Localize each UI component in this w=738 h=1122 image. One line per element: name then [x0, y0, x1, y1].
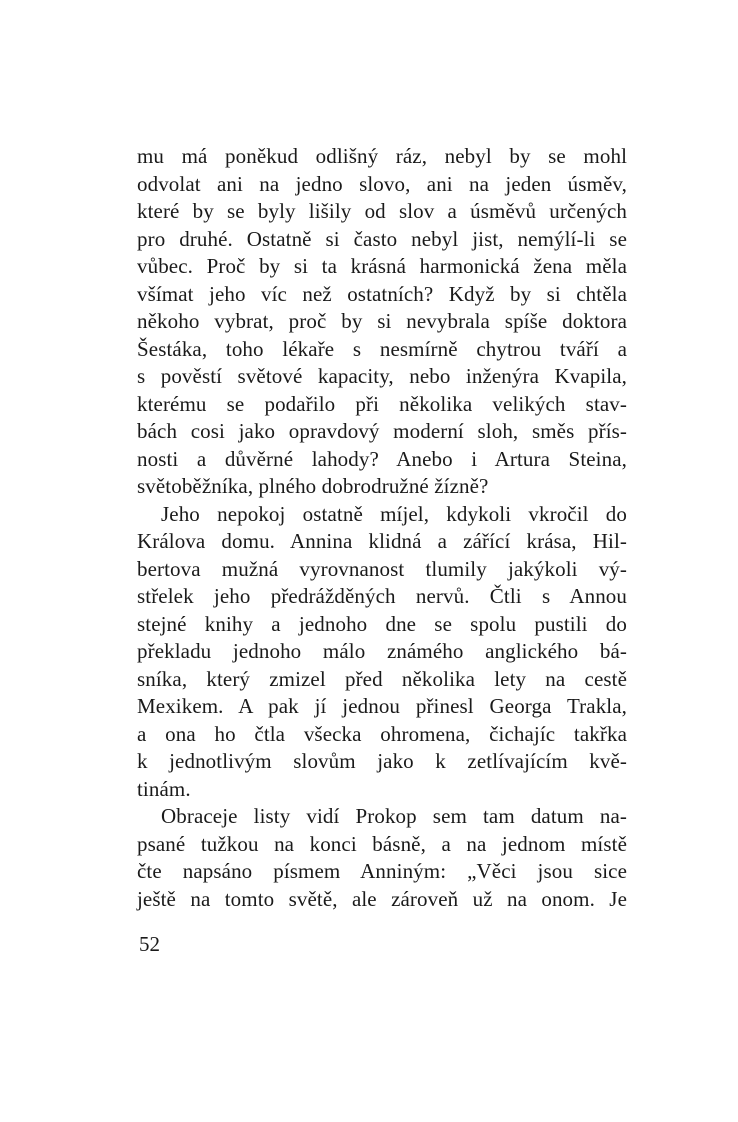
paragraph	[137, 143, 627, 501]
text-line: tinám.	[137, 776, 191, 801]
text-line: Mexikem. A pak jí jednou přinesl Georga Trakla,	[137, 694, 627, 718]
text-line: Obraceje listy vidí Prokop sem tam datum na-	[161, 804, 627, 828]
text-line: bách cosi jako opravdový moderní sloh, směs přís-	[137, 419, 627, 443]
text-line: nosti a důvěrné lahody? Anebo i Artura Steina,	[137, 446, 627, 471]
text-line: k jednotlivým slovům jako k zetlívajícím kvě-	[137, 749, 627, 773]
text-line: které by se byly lišily od slov a úsměvů určených	[137, 199, 627, 223]
text-line: kterému se podařilo při několika velikých stav-	[137, 391, 627, 416]
text-line: střelek jeho předrážděných nervů. Čtli s Annou	[137, 584, 627, 608]
text-line: mu má poněkud odlišný ráz, nebyl by se mohl	[137, 144, 627, 168]
text-line: Jeho nepokoj ostatně míjel, kdykoli vkročil do	[161, 501, 627, 526]
text-line: Králova domu. Annina klidná a zářící krása, Hil-	[137, 529, 627, 553]
paragraph	[137, 803, 627, 913]
text-line: bertova mužná vyrovnanost tlumily jakýkoli vý-	[137, 556, 627, 581]
page-number: 52	[139, 932, 160, 956]
body-text	[137, 143, 627, 913]
text-line: čte napsáno písmem Anniným: „Věci jsou sice	[137, 859, 627, 883]
paragraph	[137, 501, 627, 804]
text-line: překladu jednoho málo známého anglického bá-	[137, 639, 627, 663]
text-line: a ona ho čtla všecka ohromena, čichajíc takřka	[137, 721, 627, 746]
text-line: vůbec. Proč by si ta krásná harmonická žena měla	[137, 254, 627, 278]
text-line: pro druhé. Ostatně si často nebyl jist, nemýlí-li se	[137, 226, 627, 251]
text-line: ještě na tomto světě, ale zároveň už na onom. Je	[137, 886, 627, 911]
text-line: odvolat ani na jedno slovo, ani na jeden úsměv,	[137, 171, 627, 196]
text-line: sníka, který zmizel před několika lety na cestě	[137, 666, 627, 691]
text-line: s pověstí světové kapacity, nebo inženýra Kvapila,	[137, 364, 627, 388]
text-line: stejné knihy a jednoho dne se spolu pustili do	[137, 611, 627, 636]
text-line: všímat jeho víc než ostatních? Když by si chtěla	[137, 281, 627, 306]
text-line: někoho vybrat, proč by si nevybrala spíše doktora	[137, 309, 627, 333]
text-line: světoběžníka, plného dobrodružné žízně?	[137, 474, 489, 498]
text-line: Šestáka, toho lékaře s nesmírně chytrou tváří a	[137, 336, 627, 361]
text-line: psané tužkou na konci básně, a na jednom místě	[137, 831, 627, 856]
